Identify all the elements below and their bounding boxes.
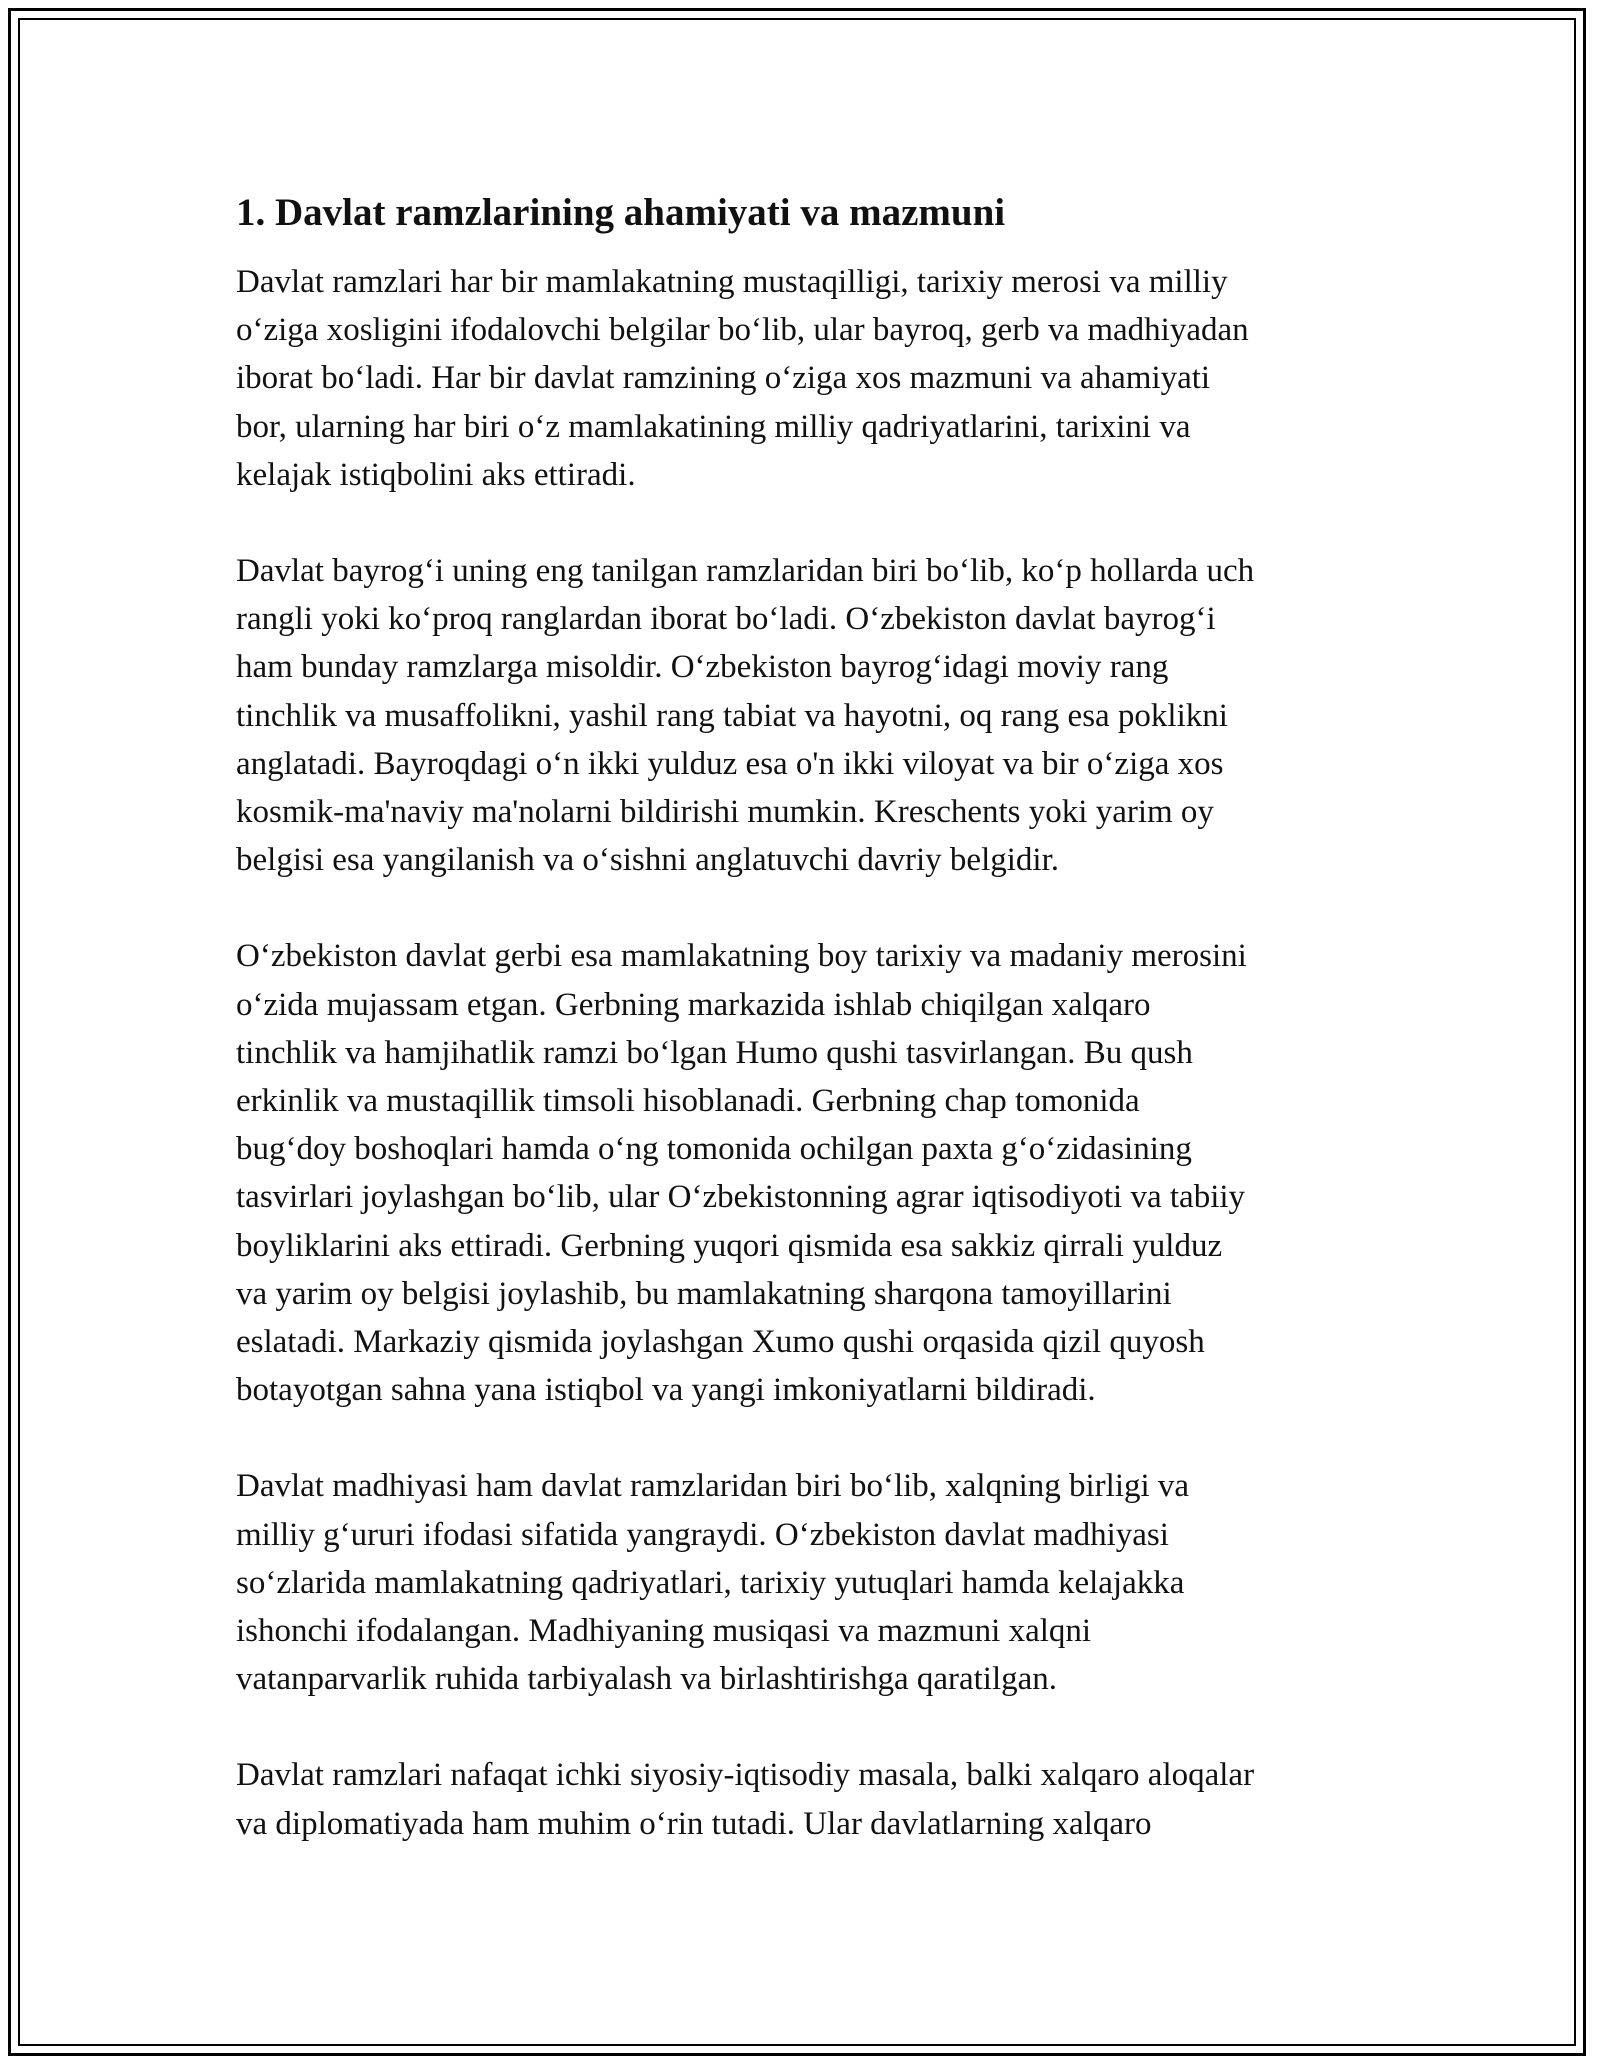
text-line: boyliklarini aks ettiradi. Gerbning yuqori qismida esa sakkiz qirrali yulduz <box>236 1227 1223 1264</box>
text-line: iborat bo‘ladi. Har bir davlat ramzining o‘ziga xos mazmuni va ahamiyati <box>236 360 1211 397</box>
text-line: Davlat ramzlari nafaqat ichki siyosiy-iqtisodiy masala, balki xalqaro aloqalar <box>236 1757 1255 1794</box>
paragraph <box>236 547 1386 884</box>
text-line: botayotgan sahna yana istiqbol va yangi imkoniyatlarni bildiradi. <box>236 1372 1096 1409</box>
text-line: tinchlik va hamjihatlik ramzi bo‘lgan Humo qushi tasvirlangan. Bu qush <box>236 1034 1193 1071</box>
text-line: anglatadi. Bayroqdagi o‘n ikki yulduz esa o'n ikki viloyat va bir o‘ziga xos <box>236 745 1224 782</box>
text-line: vatanparvarlik ruhida tarbiyalash va birlashtirishga qaratilgan. <box>236 1661 1058 1698</box>
text-line: erkinlik va mustaqillik timsoli hisoblanadi. Gerbning chap tomonida <box>236 1083 1140 1120</box>
paragraph <box>236 258 1386 499</box>
text-line: Davlat ramzlari har bir mamlakatning mustaqilligi, tarixiy merosi va milliy <box>236 264 1228 300</box>
paragraph <box>236 1751 1386 1847</box>
text-line: va diplomatiyada ham muhim o‘rin tutadi. Ular davlatlarning xalqaro <box>236 1805 1152 1842</box>
text-line: tinchlik va musaffolikni, yashil rang tabiat va hayotni, oq rang esa poklikni <box>236 697 1228 734</box>
text-line: o‘ziga xosligini ifodalovchi belgilar bo‘lib, ular bayroq, gerb va madhiyadan <box>236 312 1249 349</box>
text-line: tasvirlari joylashgan bo‘lib, ular O‘zbekistonning agrar iqtisodiyoti va tabiiy <box>236 1179 1246 1216</box>
text-line: O‘zbekiston davlat gerbi esa mamlakatning boy tarixiy va madaniy merosini <box>236 938 1247 975</box>
text-line: bug‘doy boshoqlari hamda o‘ng tomonida ochilgan paxta g‘o‘zidasining <box>236 1131 1192 1168</box>
text-line: Davlat bayrog‘i uning eng tanilgan ramzlaridan biri bo‘lib, ko‘p hollarda uch <box>236 553 1255 590</box>
text-line: va yarim oy belgisi joylashib, bu mamlakatning sharqona tamoyillarini <box>236 1275 1172 1312</box>
text-line: ishonchi ifodalangan. Madhiyaning musiqasi va mazmuni xalqni <box>236 1613 1092 1650</box>
text-line: milliy g‘ururi ifodasi sifatida yangraydi. O‘zbekiston davlat madhiyasi <box>236 1516 1169 1553</box>
section-heading: 1. Davlat ramzlarining ahamiyati va mazmuni <box>236 191 1006 234</box>
text-line: kelajak istiqbolini aks ettiradi. <box>236 456 636 493</box>
text-line: o‘zida mujassam etgan. Gerbning markazida ishlab chiqilgan xalqaro <box>236 986 1151 1023</box>
paragraph <box>236 1462 1386 1703</box>
text-line: bor, ularning har biri o‘z mamlakatining milliy qadriyatlarini, tarixini va <box>236 408 1191 445</box>
text-line: so‘zlarida mamlakatning qadriyatlari, tarixiy yutuqlari hamda kelajakka <box>236 1564 1185 1601</box>
text-line: kosmik-ma'naviy ma'nolarni bildirishi mumkin. Kreschents yoki yarim oy <box>236 794 1214 831</box>
paragraph <box>236 932 1386 1414</box>
paragraph-list <box>236 258 1386 1848</box>
text-line: rangli yoki ko‘proq ranglardan iborat bo‘ladi. O‘zbekiston davlat bayrog‘i <box>236 601 1216 638</box>
text-line: eslatadi. Markaziy qismida joylashgan Xumo qushi orqasida qizil quyosh <box>236 1324 1205 1361</box>
text-line: Davlat madhiyasi ham davlat ramzlaridan biri bo‘lib, xalqning birligi va <box>236 1468 1190 1505</box>
text-line: ham bunday ramzlarga misoldir. O‘zbekiston bayrog‘idagi moviy rang <box>236 649 1169 686</box>
text-line: belgisi esa yangilanish va o‘sishni anglatuvchi davriy belgidir. <box>236 842 1060 879</box>
document-body <box>236 188 1386 1896</box>
